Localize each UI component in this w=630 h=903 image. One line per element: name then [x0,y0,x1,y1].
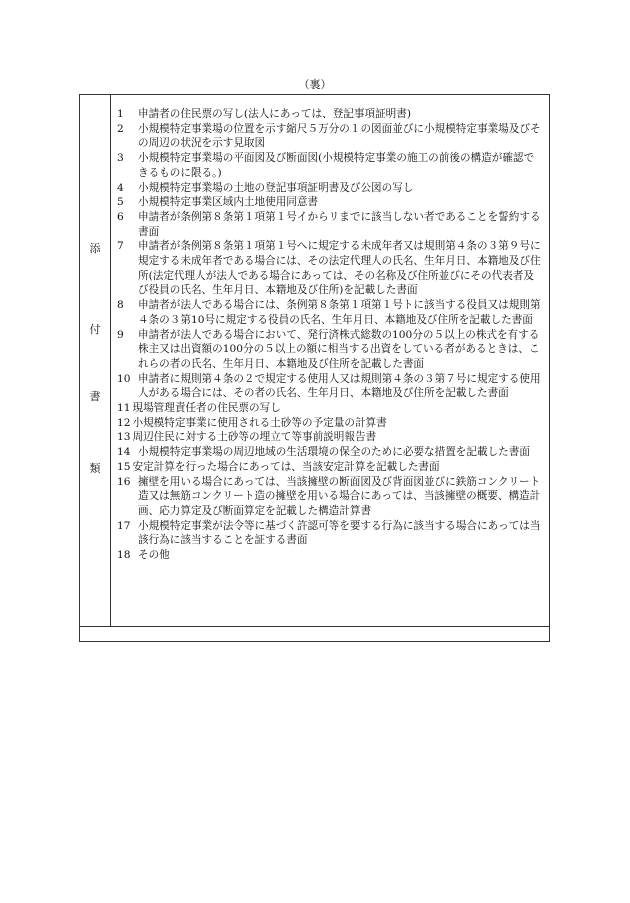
item-text: 申請者が条例第８条第１項第１号へに規定する未成年者又は規則第４条の３第９号に規定する未成年者である場合には、その法定代理人の氏名、生年月日、本籍地及び住所(法定代理人が法人である場合にあっては、その名称及び住所並びにその代表者及び役員の氏名、生年月日、本籍地及び住所)を記載した書面 [138,240,541,297]
item-number: 14 [117,446,131,459]
list-item [117,519,543,548]
item-number: 10 [117,372,131,385]
list-item [117,372,543,401]
label-char-3: 書 [89,390,101,403]
list-item [117,548,543,563]
empty-row [80,627,549,641]
attachment-table [79,94,550,642]
item-text: その他 [138,549,170,562]
item-text: 周辺住民に対する土砂等の埋立て等事前説明報告書 [132,431,377,444]
item-text: 申請者の住民票の写し(法人にあっては、登記事項証明書) [138,108,412,120]
item-number: 12 [117,416,131,429]
item-text: 小規模特定事業区域内土地使用同意書 [138,196,319,209]
item-number: 6 [117,210,124,223]
list-item [117,460,543,475]
item-text: 申請者が法人である場合には、条例第８条第１項第１号トに該当する役員又は規則第４条の３第10号に規定する役員の氏名、生年月日、本籍地及び住所を記載した書面 [138,299,541,326]
list-item [117,239,543,298]
item-number: 8 [117,299,124,312]
attachment-label-column [80,95,111,626]
item-number: 15 [117,460,131,473]
list-item [117,328,543,372]
list-item [117,445,543,460]
item-text: 小規模特定事業場の土地の登記事項証明書及び公図の写し [138,181,414,194]
item-text: 小規模特定事業場の位置を示す縮尺５万分の１の図面並びに小規模特定事業場及びその周辺の状況を示す見取図 [138,122,541,150]
attachment-list [111,95,549,626]
item-number: 17 [117,519,131,532]
label-char-1: 添 [89,242,101,255]
list-item [117,475,543,519]
item-number: 2 [117,122,124,135]
list-item [117,416,543,431]
page-header: （裏） [298,78,332,91]
label-char-4: 類 [89,462,101,475]
label-char-2: 付 [89,323,101,336]
item-text: 小規模特定事業が法令等に基づく許認可等を要する行為に該当する場合にあっては当該行為に該当することを証する書面 [138,519,541,547]
attachment-row [80,95,549,627]
item-number: 11 [117,402,131,415]
item-number: 4 [117,181,124,194]
list-item [117,107,543,122]
list-item [117,401,543,416]
item-number: 5 [117,196,124,209]
item-text: 小規模特定事業場の周辺地域の生活環境の保全のために必要な措置を記載した書面 [138,446,530,459]
item-text: 小規模特定事業場の平面図及び断面図(小規模特定事業の施工の前後の構造が確認できるものに限る。) [138,152,535,179]
list-item [117,298,543,327]
item-number: 7 [117,240,124,253]
list-item [117,151,543,180]
item-number: 3 [117,152,124,165]
item-number: 9 [117,328,124,341]
item-number: 13 [117,431,131,444]
item-number: 16 [117,475,131,488]
item-text: 申請者に規則第４条の２で規定する使用人又は規則第４条の３第７号に規定する使用人がある場合には、その者の氏名、生年月日、本籍地及び住所を記載した書面 [138,372,541,400]
list-item [117,210,543,239]
list-item [117,122,543,151]
item-number: 18 [117,549,131,562]
item-number: 1 [117,108,124,120]
item-text: 小規模特定事業に使用される土砂等の予定量の計算書 [132,416,387,429]
item-text: 現場管理責任者の住民票の写し [132,402,281,415]
list-item [117,195,543,210]
item-text: 申請者が法人である場合において、発行済株式総数の100分の５以上の株式を有する株主又は出資額の100分の５以上の額に相当する出資をしている者があるときは、これらの者の氏名、生年月日、本籍地及び住所を記載した書面 [138,328,540,370]
list-item [117,181,543,196]
item-text: 擁壁を用いる場合にあっては、当該擁壁の断面図及び背面図並びに鉄筋コンクリート造又は無筋コンクリート造の擁壁を用いる場合にあっては、当該擁壁の概要、構造計画、応力算定及び断面算定を記載した構造計算書 [138,475,541,517]
list-item [117,430,543,445]
item-text: 安定計算を行った場合にあっては、当該安定計算を記載した書面 [132,460,440,473]
item-text: 申請者が条例第８条第１項第１号イからリまでに該当しない者であることを誓約する書面 [138,210,541,238]
